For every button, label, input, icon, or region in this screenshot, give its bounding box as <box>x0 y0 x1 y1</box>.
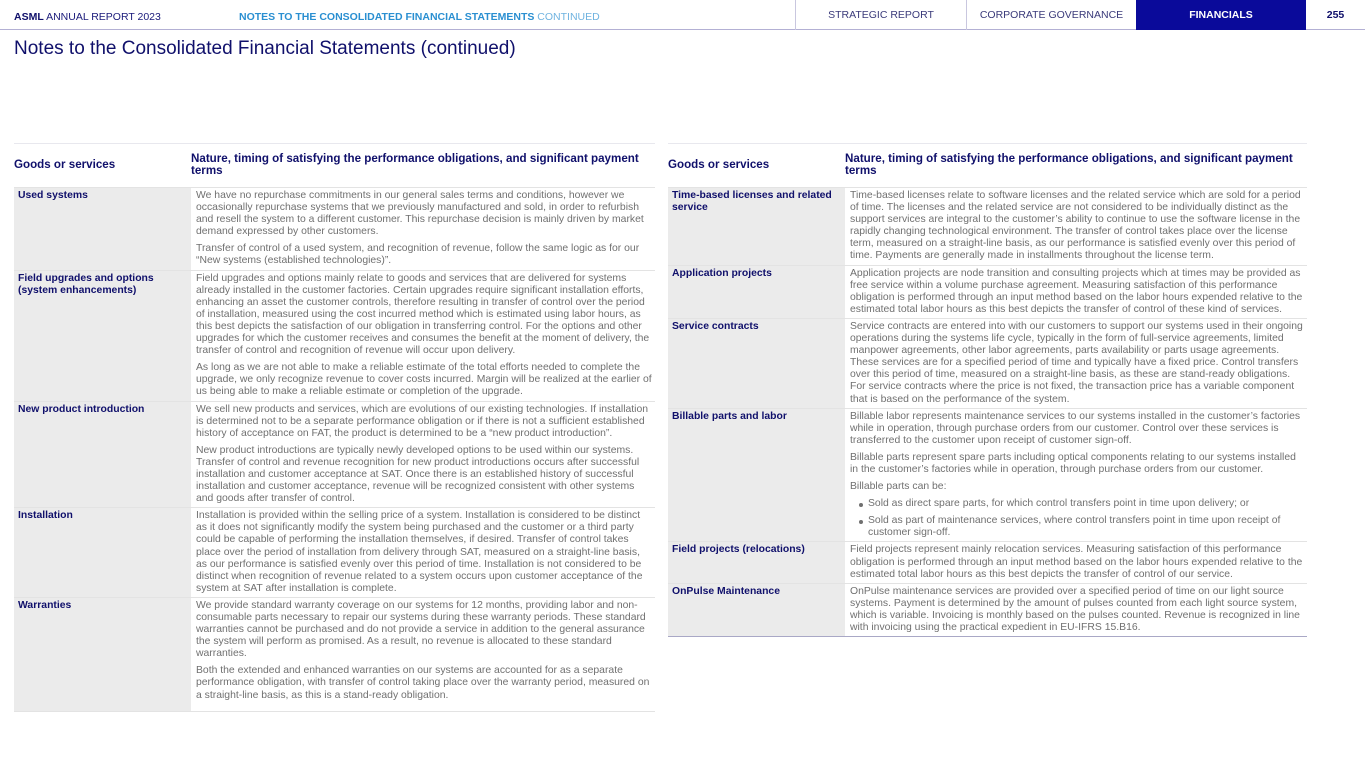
table-row <box>14 270 655 401</box>
paragraph: OnPulse maintenance services are provided over a specified period of time on our light source systems. Payment is determined by the amount of pulses counted from each light source system, which is variable. Invoicing is monthly based on the pulses counted. Revenue is recognized in line with invoicing using the practical expedient in EU-IFRS 15.B16. <box>850 585 1300 633</box>
performance-obligations-table-right <box>668 143 1307 637</box>
table-row <box>14 508 655 598</box>
row-description <box>191 508 655 598</box>
row-description <box>191 270 655 401</box>
table-row <box>668 318 1307 408</box>
row-description <box>845 408 1307 542</box>
paragraph: As long as we are not able to make a reliable estimate of the total efforts needed to complete the upgrade, we only recognize revenue to cover costs incurred. Margin will be realized at the earlier of us being able to make a reliable estimate or completion of the upgrade. <box>196 362 652 398</box>
column-header-nature: Nature, timing of satisfying the performance obligations, and significant payment terms <box>191 144 655 188</box>
top-navigation-bar <box>0 0 1365 30</box>
page-title: Notes to the Consolidated Financial Statements (continued) <box>14 38 516 59</box>
row-description <box>191 597 655 711</box>
table-row <box>14 401 655 508</box>
row-label: OnPulse Maintenance <box>668 583 845 636</box>
row-label: Application projects <box>668 265 845 318</box>
row-label: Service contracts <box>668 318 845 408</box>
paragraph: Both the extended and enhanced warranties on our systems are accounted for as a separate performance obligation, with transfer of control taking place over the warranty period, measured on a straight-line basis, as this is a stand-ready obligation. <box>196 665 650 701</box>
table-row <box>14 597 655 711</box>
brand-report-title: ANNUAL REPORT 2023 <box>43 11 161 23</box>
table-header-row <box>668 144 1307 188</box>
brand-name: ASML <box>14 11 44 23</box>
row-label: New product introduction <box>14 401 191 508</box>
tab-corporate-governance[interactable] <box>966 0 1136 30</box>
section-name: NOTES TO THE CONSOLIDATED FINANCIAL STATEMENTS <box>239 11 535 23</box>
row-label: Field upgrades and options (system enhancements) <box>14 270 191 401</box>
bullet-list <box>850 498 1304 539</box>
paragraph: Field upgrades and options mainly relate to goods and services that are delivered for systems already installed in the customer factories. Certain upgrades require significant installation efforts, enhancing an asset the customer controls, therefore resulting in transfer of control over the period of installation, measured using the cost incurred method which is estimated using labor hours, as this best depicts the satisfaction of our obligation in transferring control. For the options and other upgrades for which the customer receives and consumes the benefit at the moment of delivery, the transfer of control and recognition of revenue will occur upon delivery. <box>196 272 650 357</box>
column-header-goods: Goods or services <box>668 144 845 188</box>
row-label: Billable parts and labor <box>668 408 845 542</box>
page-number: 255 <box>1326 9 1345 21</box>
table-row <box>668 542 1307 583</box>
row-label: Time-based licenses and related service <box>668 188 845 266</box>
table-header-row <box>14 144 655 188</box>
row-label: Field projects (relocations) <box>668 542 845 583</box>
table-row <box>668 265 1307 318</box>
row-description <box>845 583 1307 636</box>
row-description <box>845 318 1307 408</box>
paragraph: Field projects represent mainly relocation services. Measuring satisfaction of this performance obligation is performed through an input method based on the labor hours expended relative to the estimated total labor hours as this best depicts the transfer of control of our service. <box>850 544 1303 580</box>
performance-obligations-table-left <box>14 143 655 712</box>
tab-financials[interactable] <box>1136 0 1306 30</box>
paragraph: Billable parts can be: <box>850 481 947 493</box>
paragraph: Installation is provided within the selling price of a system. Installation is considered to be distinct as it does not significantly modify the system being purchased and the customer or a third party could be capable of performing the installation themselves, if desired. Transfer of control takes place over the period of installation from delivery through SAT, measured on a straight-line basis, as our performance is satisfied evenly over this period of time. Installation is not considered to be distinct when recognition of revenue related to a system occurs upon customer acceptance of the system at SAT after installation is complete. <box>196 510 643 594</box>
tab-label: STRATEGIC REPORT <box>828 9 934 21</box>
section-breadcrumb[interactable] <box>239 11 600 23</box>
table-row <box>668 408 1307 542</box>
paragraph: New product introductions are typically newly developed options to be used within our systems. Transfer of control and revenue recognition for new product introductions occurs after successful installation and customer acceptance at SAT. Once there is an established history of successful installation and customer acceptance, revenue will be recognized consistent with other systems and goods after transfer of control. <box>196 444 640 505</box>
column-header-goods: Goods or services <box>14 144 191 188</box>
row-label: Used systems <box>14 188 191 271</box>
row-description <box>845 265 1307 318</box>
paragraph: Service contracts are entered into with our customers to support our systems used in their ongoing operations during the systems life cycle, typically in the form of full-service agreements, limited manpower agreements, other labor agreements, parts availability or parts usage agreements. These services are for a specified period of time and typically have a fixed price. Control transfers over this period of time, measured on a straight-line basis, as these are stand-ready obligations. For service contracts where the price is not fixed, the transaction price has a variable component that is based on the performance of the system. <box>850 320 1303 405</box>
tab-strategic-report[interactable] <box>795 0 966 30</box>
row-description <box>845 542 1307 583</box>
table-row <box>668 188 1307 266</box>
table-row <box>668 583 1307 636</box>
paragraph: We have no repurchase commitments in our general sales terms and conditions, however we occasionally repurchase systems that we previously manufactured and sold, in order to refurbish and resell the system to a different customer. This repurchase decision is mainly driven by market demand expressed by other customers. <box>196 190 644 238</box>
paragraph: Time-based licenses relate to software licenses and the related service which are sold for a period of time. The licenses and the related service are not considered to be individually distinct as the support services are integral to the customer’s ability to continue to use the software license in the rapidly changing technological environment. The transfer of control takes place over the license term, measured on a straight-line basis, as our performance is satisfied evenly over this period of time. Payments are generally made in installments throughout the license term. <box>850 190 1301 262</box>
row-description <box>845 188 1307 266</box>
column-header-nature: Nature, timing of satisfying the performance obligations, and significant payment terms <box>845 144 1307 188</box>
row-description <box>191 401 655 508</box>
table-row <box>14 188 655 271</box>
report-brand[interactable] <box>14 11 161 23</box>
tab-label: FINANCIALS <box>1189 9 1253 21</box>
bullet-item: Sold as direct spare parts, for which control transfers point in time upon delivery; or <box>860 498 1304 510</box>
paragraph: Billable labor represents maintenance services to our systems installed in the customer’s factories while in operation, through purchase orders from our customer. Control over these services is transferred to the customer upon receipt of customer sign-off. <box>850 410 1301 446</box>
paragraph: Billable parts represent spare parts including optical components relating to our systems installed in the customer’s factories while in operation, through purchase orders from our customer. <box>850 451 1296 475</box>
paragraph: Transfer of control of a used system, and recognition of revenue, follow the same logic as for our “New systems (established technologies)”. <box>196 243 640 267</box>
bullet-item: Sold as part of maintenance services, where control transfers point in time upon receipt of customer sign-off. <box>860 515 1304 539</box>
row-label: Warranties <box>14 597 191 711</box>
paragraph: We provide standard warranty coverage on our systems for 12 months, providing labor and non-consumable parts necessary to repair our systems during these warranty periods. These standard warranties cannot be purchased and do not provide a service in addition to the general assurance the system will perform as promised. As a result, no revenue is allocated to these standard warranties. <box>196 599 646 660</box>
paragraph: Application projects are node transition and consulting projects which at times may be provided as free service within a volume purchase agreement. Measuring satisfaction of this performance obligation is performed through an input method based on the labor hours expended relative to the estimated total labor hours as this best depicts the transfer of control of these kind of services. <box>850 267 1303 315</box>
section-continued: CONTINUED <box>534 11 600 23</box>
row-description <box>191 188 655 271</box>
tab-label: CORPORATE GOVERNANCE <box>979 9 1124 21</box>
row-label: Installation <box>14 508 191 598</box>
paragraph: We sell new products and services, which are evolutions of our existing technologies. If installation is determined not to be a separate performance obligation or if there is not a sufficient established history of acceptance on FAT, the product is determined to be a “new product introduction”. <box>196 403 649 439</box>
